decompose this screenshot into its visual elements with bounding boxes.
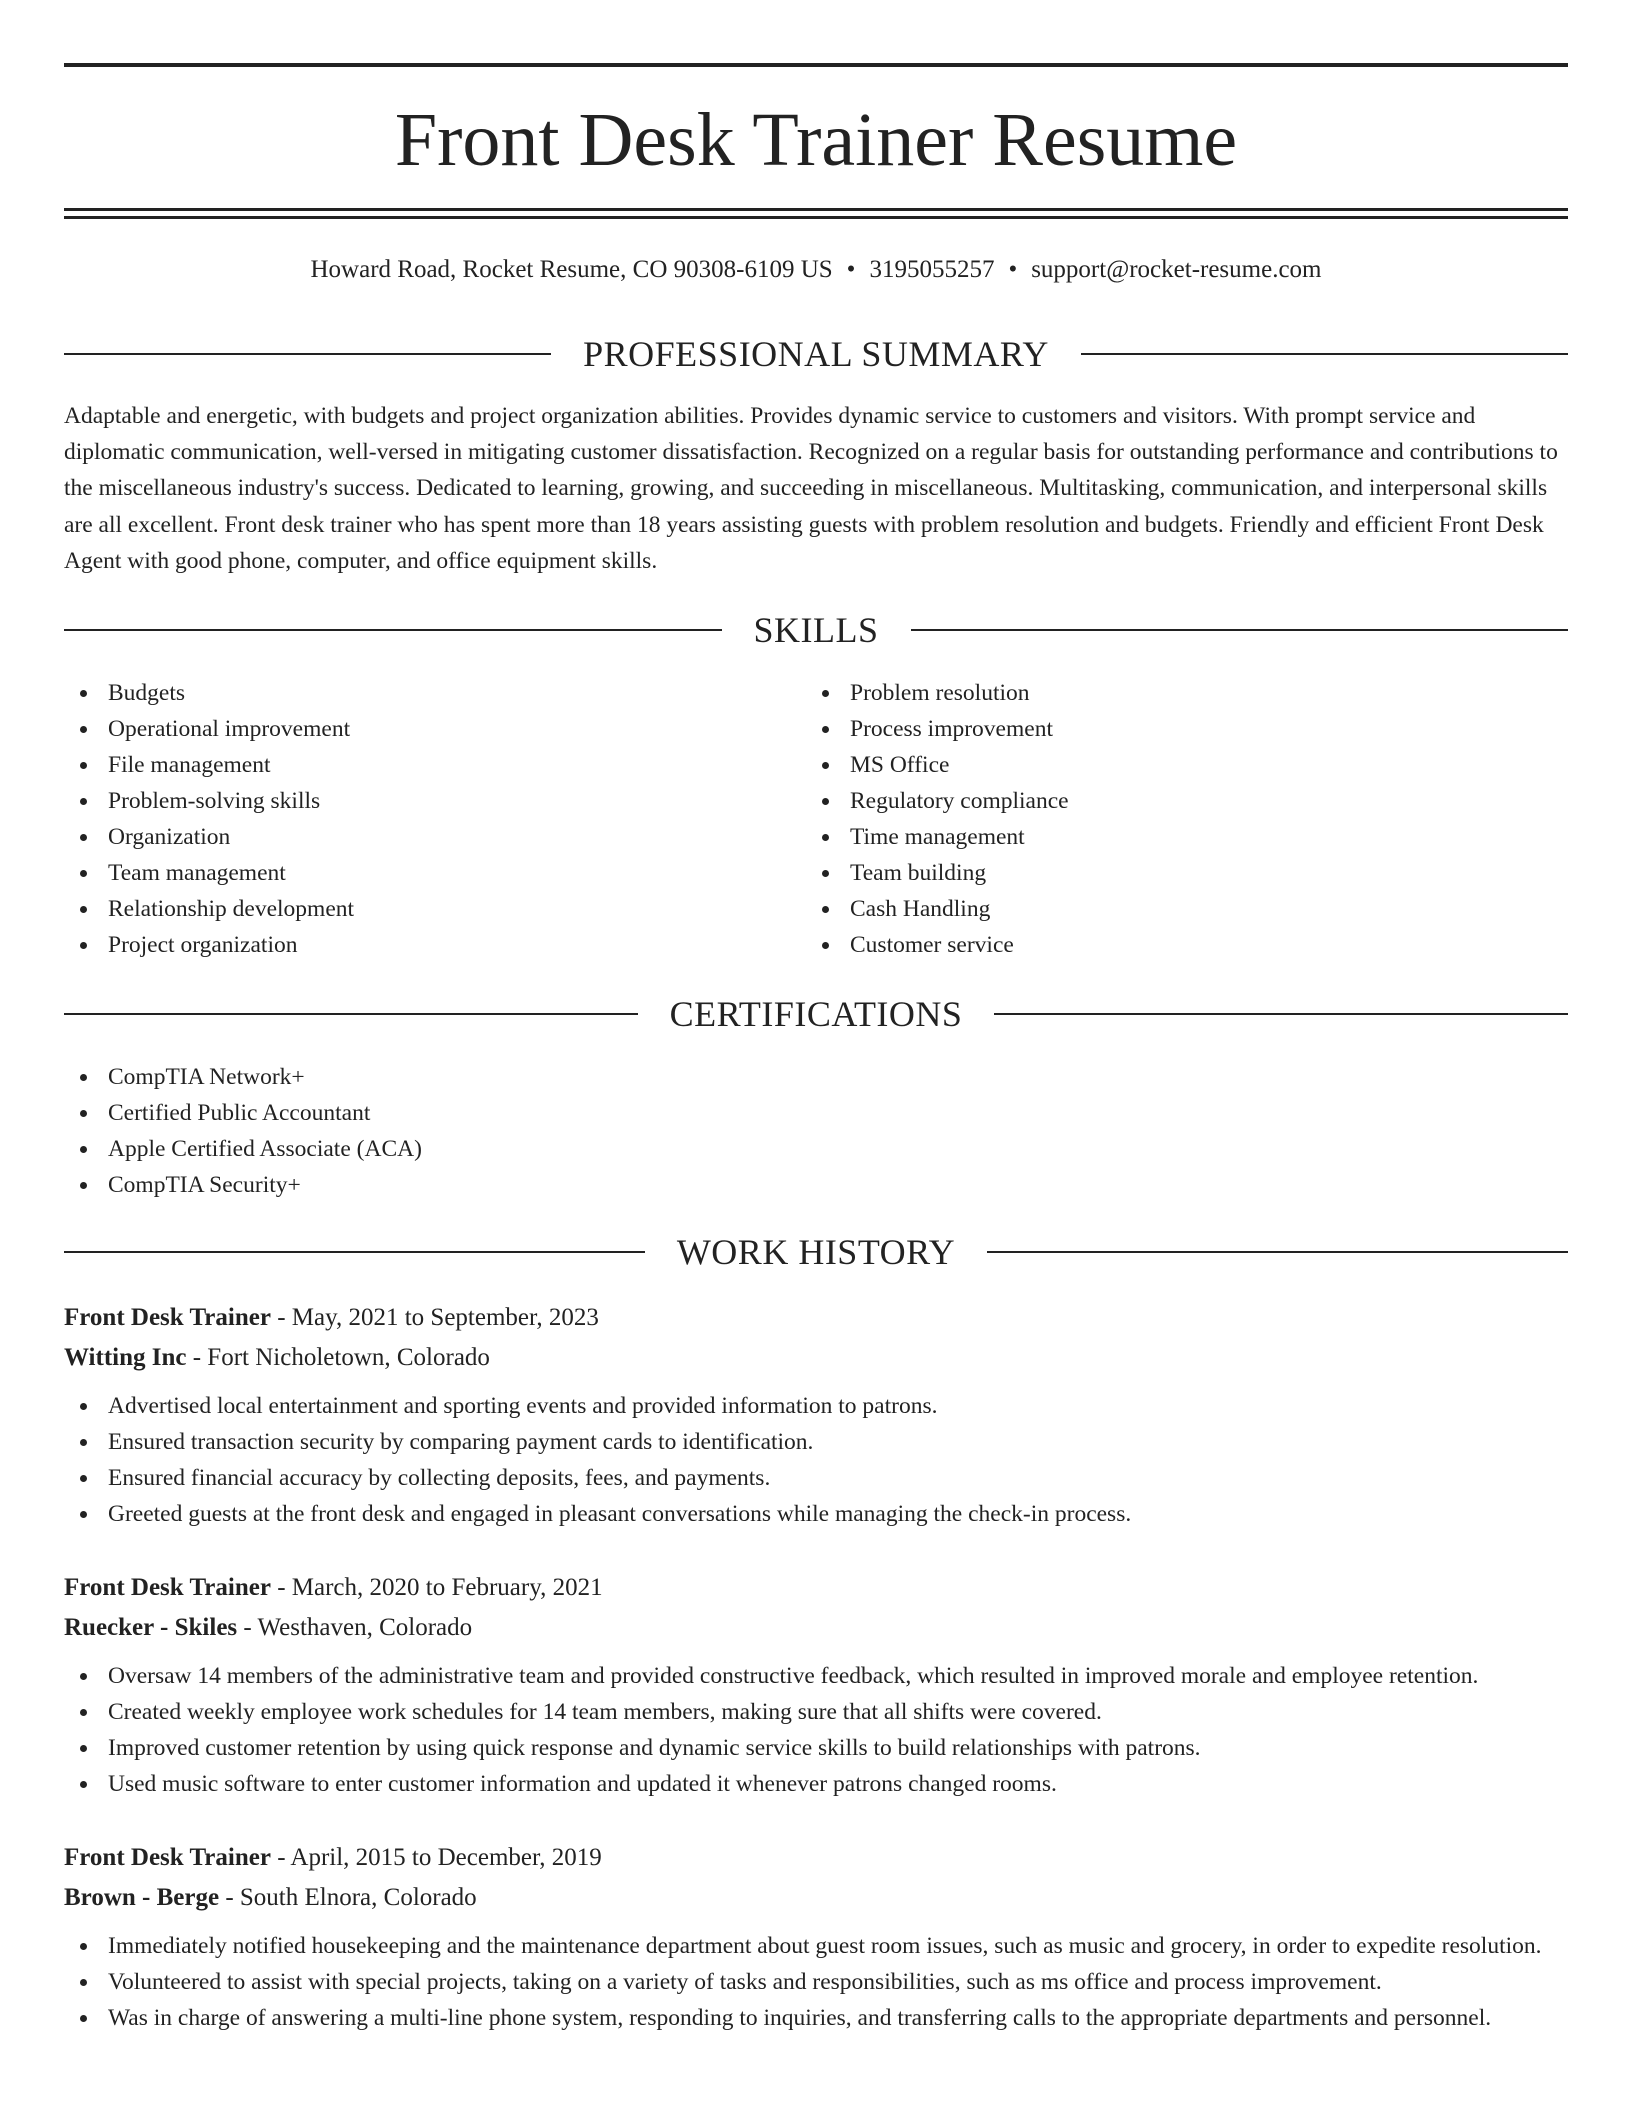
job-bullets bbox=[64, 1388, 1568, 1532]
job-bullet: Oversaw 14 members of the administrative team and provided constructive feedback, which resulted in improved morale and employee retention. bbox=[64, 1658, 1568, 1694]
skills-list-left bbox=[64, 675, 804, 963]
job-bullets bbox=[64, 1928, 1568, 2036]
job-title: Front Desk Trainer bbox=[64, 1574, 271, 1601]
skill-item: Time management bbox=[806, 819, 1546, 855]
section-rule bbox=[987, 1251, 1568, 1253]
skill-item: Relationship development bbox=[64, 891, 804, 927]
skill-item: File management bbox=[64, 747, 804, 783]
section-rule bbox=[64, 353, 551, 355]
skill-item: Team building bbox=[806, 855, 1546, 891]
job-entry bbox=[64, 1568, 1568, 1802]
section-rule bbox=[64, 1251, 645, 1253]
job-bullet: Immediately notified housekeeping and the maintenance department about guest room issues, such as music and grocery, in order to expedite resolution. bbox=[64, 1928, 1568, 1964]
certifications-list bbox=[64, 1059, 1568, 1203]
section-header-certifications bbox=[64, 992, 1568, 1036]
skill-item: Team management bbox=[64, 855, 804, 891]
job-company-line bbox=[64, 1608, 1568, 1648]
contact-line bbox=[64, 252, 1568, 288]
job-bullet: Advertised local entertainment and sporting events and provided information to patrons. bbox=[64, 1388, 1568, 1424]
job-title-line bbox=[64, 1838, 1568, 1878]
section-rule bbox=[64, 629, 722, 631]
certification-item: Apple Certified Associate (ACA) bbox=[64, 1131, 1568, 1167]
section-rule bbox=[1081, 353, 1568, 355]
section-header-skills bbox=[64, 608, 1568, 652]
skill-item: Customer service bbox=[806, 927, 1546, 963]
section-rule bbox=[911, 629, 1569, 631]
job-bullet: Created weekly employee work schedules for 14 team members, making sure that all shifts were covered. bbox=[64, 1694, 1568, 1730]
job-company: Ruecker - Skiles bbox=[64, 1614, 238, 1641]
summary-paragraph: Adaptable and energetic, with budgets and project organization abilities. Provides dynamic service to customers and visitors. With prompt service and diplomatic communication, well-versed in mitigating customer dissatisfaction. Recognized on a regular basis for outstanding performance and contributions to the miscellaneous industry's success. Dedicated to learning, growing, and succeeding in miscellaneous. Multitasking, communication, and interpersonal skills are all excellent. Front desk trainer who has spent more than 18 years assisting guests with problem resolution and budgets. Friendly and efficient Front Desk Agent with good phone, computer, and office equipment skills. bbox=[64, 403, 1558, 574]
job-bullets bbox=[64, 1658, 1568, 1802]
job-dates: - April, 2015 to December, 2019 bbox=[270, 1844, 602, 1871]
skill-item: Organization bbox=[64, 819, 804, 855]
job-bullet: Greeted guests at the front desk and engaged in pleasant conversations while managing the check-in process. bbox=[64, 1496, 1568, 1532]
job-title: Front Desk Trainer bbox=[64, 1304, 271, 1331]
section-header-work-history bbox=[64, 1230, 1568, 1274]
job-bullet: Ensured transaction security by comparing payment cards to identification. bbox=[64, 1424, 1568, 1460]
section-title: PROFESSIONAL SUMMARY bbox=[583, 334, 1049, 374]
job-title: Front Desk Trainer bbox=[64, 1844, 271, 1871]
job-title-line bbox=[64, 1568, 1568, 1608]
skill-item: Project organization bbox=[64, 927, 804, 963]
section-header-summary bbox=[64, 332, 1568, 376]
job-location: - Fort Nicholetown, Colorado bbox=[186, 1344, 490, 1371]
job-bullet: Improved customer retention by using quick response and dynamic service skills to build relationships with patrons. bbox=[64, 1730, 1568, 1766]
section-title: CERTIFICATIONS bbox=[669, 994, 963, 1034]
job-location: - Westhaven, Colorado bbox=[237, 1614, 473, 1641]
skill-item: Process improvement bbox=[806, 711, 1546, 747]
contact-address: Howard Road, Rocket Resume, CO 90308-6109 US bbox=[310, 256, 833, 283]
certification-item: CompTIA Security+ bbox=[64, 1167, 1568, 1203]
job-entry bbox=[64, 1298, 1568, 1532]
section-rule bbox=[64, 1013, 638, 1015]
skill-item: Problem resolution bbox=[806, 675, 1546, 711]
skills-list-right bbox=[806, 675, 1546, 963]
resume-title: Front Desk Trainer Resume bbox=[394, 98, 1238, 182]
job-bullet: Ensured financial accuracy by collecting deposits, fees, and payments. bbox=[64, 1460, 1568, 1496]
job-location: - South Elnora, Colorado bbox=[219, 1884, 477, 1911]
section-title: WORK HISTORY bbox=[676, 1232, 956, 1272]
job-bullet: Used music software to enter customer information and updated it whenever patrons changed rooms. bbox=[64, 1766, 1568, 1802]
header-top-rule bbox=[64, 63, 1568, 67]
header-rule-upper bbox=[64, 208, 1568, 211]
contact-email: support@rocket-resume.com bbox=[1031, 256, 1322, 283]
contact-separator: • bbox=[846, 256, 856, 283]
header-rule-lower bbox=[64, 216, 1568, 219]
job-title-line bbox=[64, 1298, 1568, 1338]
certification-item: CompTIA Network+ bbox=[64, 1059, 1568, 1095]
job-bullet: Volunteered to assist with special projects, taking on a variety of tasks and responsibilities, such as ms office and process improvement. bbox=[64, 1964, 1568, 2000]
skill-item: Cash Handling bbox=[806, 891, 1546, 927]
section-rule bbox=[994, 1013, 1568, 1015]
job-dates: - March, 2020 to February, 2021 bbox=[270, 1574, 603, 1601]
job-company: Brown - Berge bbox=[64, 1884, 220, 1911]
job-company-line bbox=[64, 1338, 1568, 1378]
skill-item: Operational improvement bbox=[64, 711, 804, 747]
contact-separator: • bbox=[1008, 256, 1018, 283]
job-entry bbox=[64, 1838, 1568, 2036]
skill-item: Budgets bbox=[64, 675, 804, 711]
job-company-line bbox=[64, 1878, 1568, 1918]
job-bullet: Was in charge of answering a multi-line phone system, responding to inquiries, and transferring calls to the appropriate departments and personnel. bbox=[64, 2000, 1568, 2036]
skill-item: Regulatory compliance bbox=[806, 783, 1546, 819]
job-company: Witting Inc bbox=[64, 1344, 187, 1371]
contact-phone: 3195055257 bbox=[869, 256, 995, 283]
certification-item: Certified Public Accountant bbox=[64, 1095, 1568, 1131]
job-dates: - May, 2021 to September, 2023 bbox=[270, 1304, 599, 1331]
section-title: SKILLS bbox=[753, 610, 879, 650]
skill-item: Problem-solving skills bbox=[64, 783, 804, 819]
skill-item: MS Office bbox=[806, 747, 1546, 783]
